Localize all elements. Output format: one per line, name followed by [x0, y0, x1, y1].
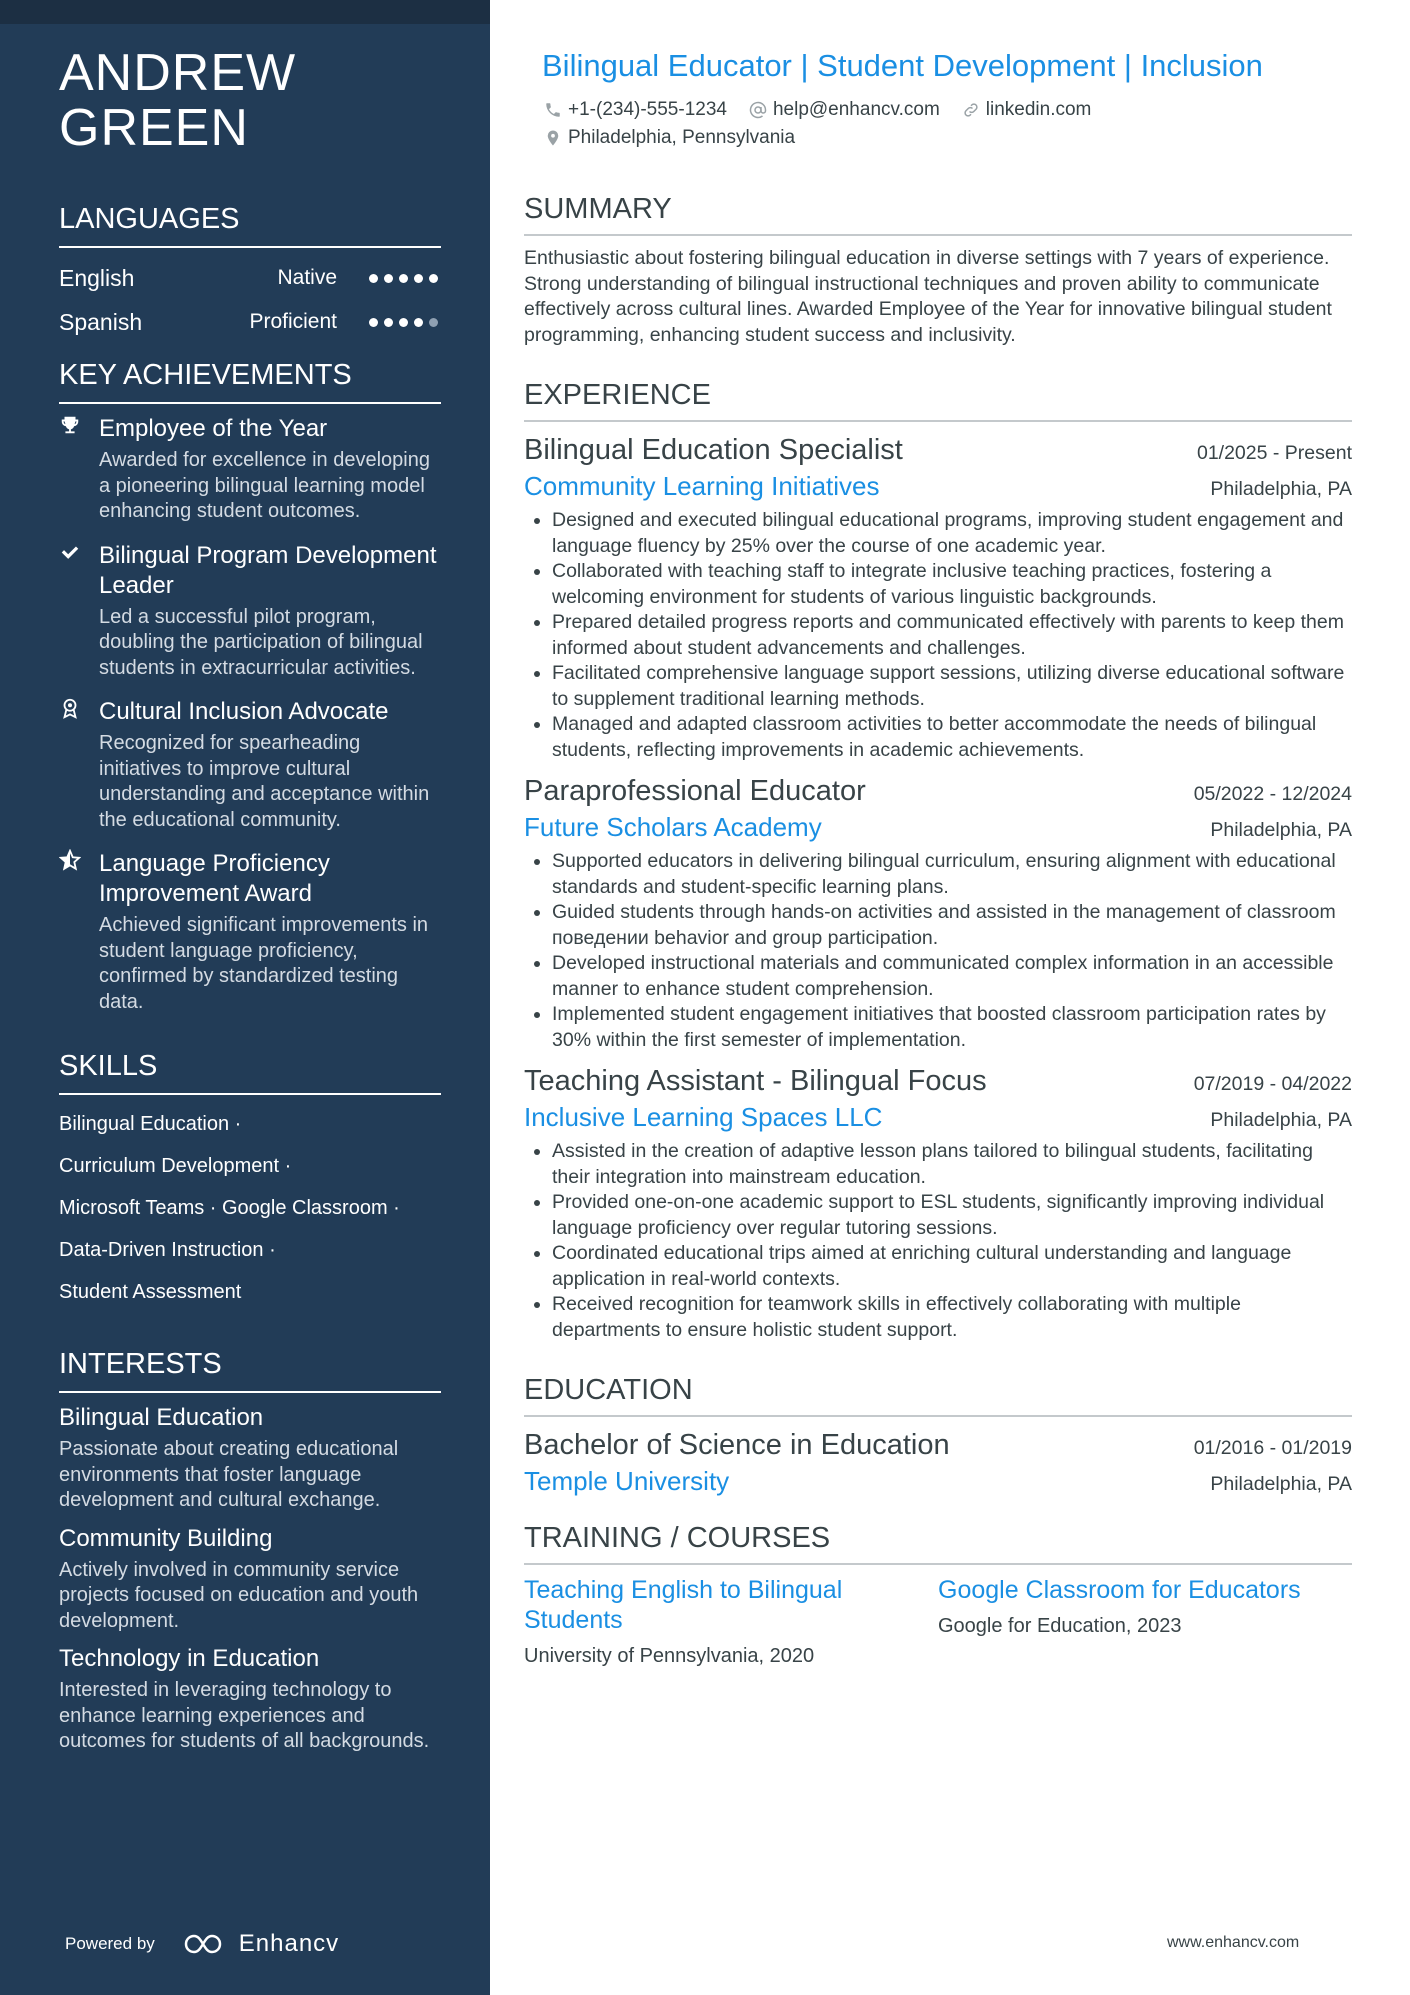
linkedin-text: linkedin.com: [985, 99, 1092, 120]
sidebar-top-bar: [0, 0, 490, 24]
dot-filled: [384, 318, 393, 327]
location-contact: [544, 127, 795, 149]
bullet-item: • Managed and adapted classroom activities to better accommodate the needs of bilingual students, reflecting improvements in academic achievements.: [552, 712, 1352, 763]
medal-icon: [59, 697, 99, 833]
achievement-desc: Achieved significant improvements in student language proficiency, confirmed by standardized testing data.: [99, 914, 429, 1013]
skill-row: Bilingual Education ·: [59, 1113, 242, 1135]
experience-section: [524, 378, 1352, 1343]
training-provider: University of Pennsylvania, 2020: [524, 1645, 815, 1667]
email-text: help@enhancv.com: [772, 99, 940, 120]
interest-item: [59, 1524, 441, 1635]
interest-item: [59, 1403, 441, 1514]
linkedin-contact[interactable]: [962, 99, 1092, 121]
bullet-item: • Supported educators in delivering bilingual curriculum, ensuring alignment with educational standards and student-specific learning plans.: [552, 849, 1352, 900]
job-dates: 07/2019 - 04/2022: [1193, 1073, 1352, 1095]
interest-desc: Passionate about creating educational environments that foster language development and cultural exchange.: [59, 1438, 399, 1511]
achievement-desc: Awarded for excellence in developing a pioneering bilingual learning model enhancing student outcomes.: [99, 449, 430, 522]
training-item: [938, 1575, 1352, 1669]
job-location: Philadelphia, PA: [1210, 1109, 1352, 1131]
job-entry: [524, 1063, 1352, 1343]
education-heading: EDUCATION: [524, 1373, 1352, 1417]
at-icon: [749, 101, 767, 119]
interests-section: [59, 1347, 441, 1755]
bullet-item: • Assisted in the creation of adaptive lesson plans tailored to bilingual students, facilitating their integration into mainstream education.: [552, 1139, 1352, 1190]
dot-filled: [399, 318, 408, 327]
languages-heading: LANGUAGES: [59, 202, 441, 248]
achievement-item: [59, 849, 441, 1015]
phone-icon: [544, 101, 562, 119]
job-company: Community Learning Initiatives: [524, 471, 880, 501]
job-entry: [524, 773, 1352, 1053]
bullet-item: • Prepared detailed progress reports and communicated effectively with parents to keep them informed about student advancements and challenges.: [552, 610, 1352, 661]
education-dates: 01/2016 - 01/2019: [1193, 1437, 1352, 1459]
trophy-icon: [59, 414, 99, 525]
bullet-item: • Developed instructional materials and communicated complex information in an accessible manner to enhance student comprehension.: [552, 951, 1352, 1002]
dot-filled: [414, 274, 423, 283]
enhancv-logo[interactable]: [183, 1930, 339, 1958]
experience-heading: EXPERIENCE: [524, 378, 1352, 422]
name-line-1: ANDREW: [59, 44, 297, 102]
achievement-item: [59, 414, 441, 525]
name-line-2: GREEN: [59, 99, 249, 157]
achievement-title: Employee of the Year: [99, 415, 328, 442]
language-name: Spanish: [59, 308, 143, 335]
phone-contact[interactable]: [544, 99, 727, 121]
degree-title: Bachelor of Science in Education: [524, 1429, 950, 1461]
training-section: [524, 1521, 1352, 1669]
achievement-desc: Recognized for spearheading initiatives to improve cultural understanding and acceptance within the educational community.: [99, 732, 430, 831]
location-pin-icon: [544, 129, 562, 147]
dot-empty: [429, 318, 438, 327]
dot-filled: [429, 274, 438, 283]
skill-row: Student Assessment: [59, 1281, 242, 1303]
languages-section: [59, 202, 441, 344]
star-icon: [59, 849, 99, 1015]
email-contact[interactable]: [749, 99, 940, 121]
job-company: Future Scholars Academy: [524, 812, 822, 842]
interest-desc: Actively involved in community service projects focused on education and youth development.: [59, 1558, 419, 1632]
language-row: [59, 256, 441, 300]
training-provider: Google for Education, 2023: [938, 1615, 1182, 1637]
language-row: [59, 300, 441, 344]
achievements-section: [59, 358, 441, 1015]
school-location: Philadelphia, PA: [1210, 1473, 1352, 1495]
dot-filled: [369, 318, 378, 327]
training-heading: TRAINING / COURSES: [524, 1521, 1352, 1565]
enhancv-logo-text: Enhancv: [238, 1930, 340, 1957]
interest-item: [59, 1644, 441, 1755]
summary-section: [524, 192, 1352, 348]
dot-filled: [414, 318, 423, 327]
job-location: Philadelphia, PA: [1210, 478, 1352, 500]
bullet-item: • Provided one-on-one academic support to ESL students, significantly improving individual language proficiency over regular tutoring sessions.: [552, 1190, 1352, 1241]
interest-title: Technology in Education: [59, 1645, 320, 1672]
bullet-item: • Facilitated comprehensive language support sessions, utilizing diverse educational software to supplement traditional learning methods.: [552, 661, 1352, 712]
language-name: English: [59, 264, 135, 291]
interest-desc: Interested in leveraging technology to enhance learning experiences and outcomes for students of all backgrounds.: [59, 1679, 430, 1752]
skill-row: Data-Driven Instruction ·: [59, 1239, 276, 1261]
achievement-title: Language Proficiency Improvement Award: [99, 850, 330, 907]
school-name: Temple University: [524, 1466, 730, 1496]
achievements-heading: KEY ACHIEVEMENTS: [59, 358, 441, 404]
job-entry: [524, 432, 1352, 763]
powered-by-label: Powered by: [65, 1934, 155, 1953]
job-location: Philadelphia, PA: [1210, 819, 1352, 841]
headline: Bilingual Educator | Student Development | Inclusion: [542, 48, 1263, 83]
proficiency-dots: [369, 274, 441, 283]
achievement-item: [59, 541, 441, 682]
skill-row: Curriculum Development ·: [59, 1155, 292, 1177]
job-title: Teaching Assistant - Bilingual Focus: [524, 1065, 987, 1097]
job-bullets: [524, 508, 1352, 763]
sidebar: [0, 0, 490, 1995]
interests-heading: INTERESTS: [59, 1347, 441, 1393]
language-level: Proficient: [249, 310, 337, 333]
job-dates: 05/2022 - 12/2024: [1193, 783, 1352, 805]
training-item: [524, 1575, 938, 1669]
language-level: Native: [277, 266, 337, 289]
training-title: Teaching English to Bilingual Students: [524, 1576, 843, 1634]
skills-section: [59, 1049, 441, 1313]
bullet-item: • Designed and executed bilingual educational programs, improving student engagement and language fluency by 25% over the course of one academic year.: [552, 508, 1352, 559]
location-text: Philadelphia, Pennsylvania: [568, 127, 796, 148]
candidate-name: [59, 46, 441, 156]
enhancv-logo-icon: [183, 1932, 229, 1956]
bullet-item: • Coordinated educational trips aimed at enriching cultural understanding and language application in real-world contexts.: [552, 1241, 1352, 1292]
bullet-item: • Collaborated with teaching staff to integrate inclusive teaching practices, fostering a welcoming environment for students of various linguistic backgrounds.: [552, 559, 1352, 610]
main-column: [524, 46, 1352, 1669]
website-link[interactable]: www.enhancv.com: [1167, 1934, 1300, 1951]
achievement-title: Cultural Inclusion Advocate: [99, 698, 389, 725]
achievement-title: Bilingual Program Development Leader: [99, 541, 437, 599]
interest-title: Bilingual Education: [59, 1404, 264, 1431]
proficiency-dots: [369, 318, 441, 327]
job-bullets: [524, 849, 1352, 1053]
phone-text: +1-(234)-555-1234: [568, 99, 727, 120]
check-icon: [59, 541, 99, 682]
summary-text: Enthusiastic about fostering bilingual education in diverse settings with 7 years of experience. Strong understanding of bilingual instructional techniques and proven ability to communicate effectively across cultural lines. Awarded Employee of the Year for innovative bilingual student programming, enhancing student success and inclusivity.: [524, 247, 1332, 346]
training-title: Google Classroom for Educators: [938, 1576, 1301, 1604]
bullet-item: • Implemented student engagement initiatives that boosted classroom participation rates by 30% within the first semester of implementation.: [552, 1002, 1352, 1053]
dot-filled: [384, 274, 393, 283]
bullet-item: • Guided students through hands-on activities and assisted in the management of classroom поведении behavior and group participation.: [552, 900, 1352, 951]
achievement-desc: Led a successful pilot program, doubling the participation of bilingual students in extracurricular activities.: [99, 605, 423, 679]
job-company: Inclusive Learning Spaces LLC: [524, 1102, 883, 1132]
skill-row: Microsoft Teams · Google Classroom ·: [59, 1197, 400, 1219]
job-title: Bilingual Education Specialist: [524, 434, 903, 466]
job-dates: 01/2025 - Present: [1196, 442, 1352, 464]
contact-info: [544, 96, 1352, 152]
link-icon: [962, 101, 980, 119]
dot-filled: [399, 274, 408, 283]
bullet-item: • Received recognition for teamwork skills in effectively collaborating with multiple departments to ensure holistic student support.: [552, 1292, 1352, 1343]
powered-by: [65, 1930, 339, 1958]
skills-heading: SKILLS: [59, 1049, 441, 1095]
summary-heading: SUMMARY: [524, 192, 1352, 236]
job-title: Paraprofessional Educator: [524, 775, 866, 807]
education-section: [524, 1373, 1352, 1499]
dot-filled: [369, 274, 378, 283]
interest-title: Community Building: [59, 1524, 273, 1552]
job-bullets: [524, 1139, 1352, 1343]
achievement-item: [59, 697, 441, 833]
